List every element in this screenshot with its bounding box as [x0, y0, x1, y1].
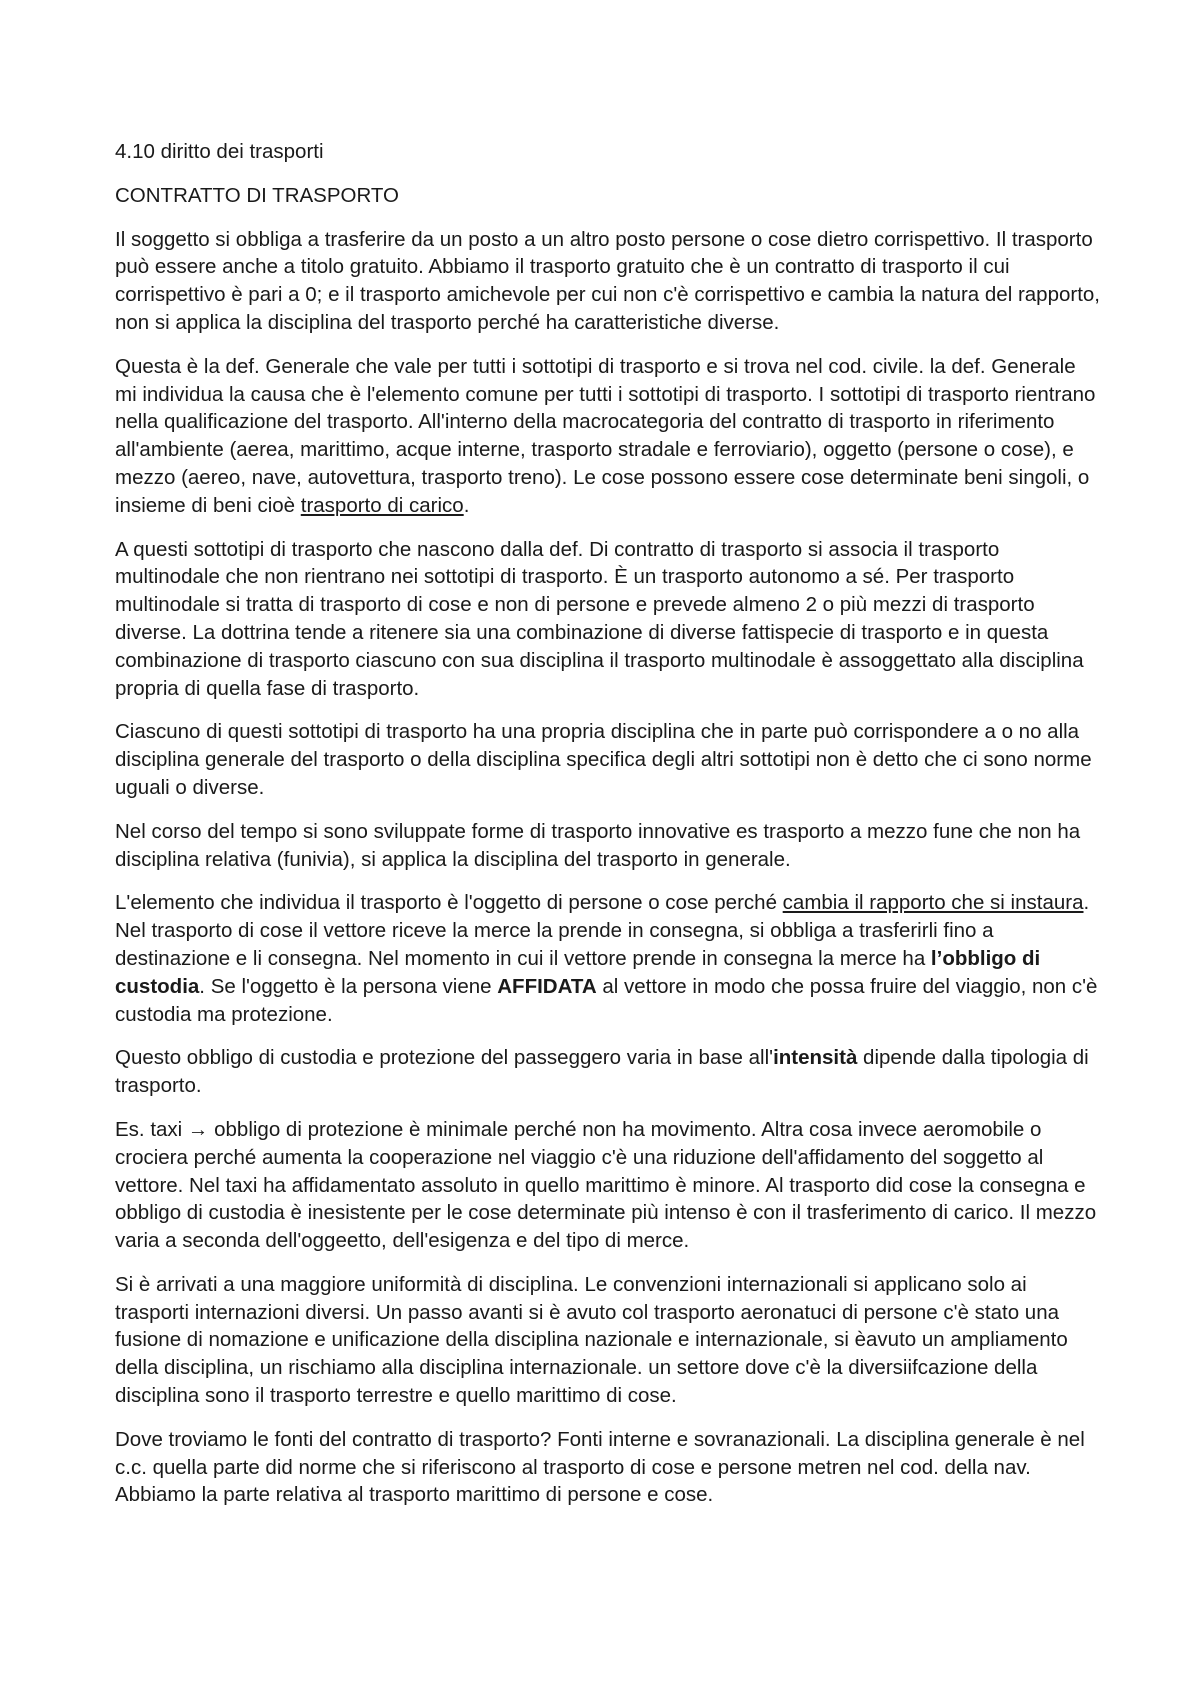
paragraph-2: [115, 353, 1100, 520]
underlined-trasporto-di-carico: trasporto di carico: [300, 493, 464, 517]
bold-intensita: intensità: [773, 1046, 858, 1070]
paragraph-8: [115, 1116, 1100, 1255]
paragraph-6-part-a: L'elemento che individua il trasporto è l'oggetto di persone o cose perché: [115, 891, 783, 915]
bold-obbligo-di-custodia: l’obbligo di custodia: [115, 946, 1041, 998]
bold-affidata: AFFIDATA: [497, 974, 597, 998]
paragraph-6-part-c: . Se l'oggetto è la persona viene: [199, 974, 498, 998]
paragraph-3: A questi sottotipi di trasporto che nascono dalla def. Di contratto di trasporto si associa il trasporto multinodale che non rientrano nei sottotipi di trasporto. È un trasporto autonomo a sé. Per trasporto multinodale si tratta di trasporto di cose e non di persone e prevede almeno 2 o più mezzi di trasporto diverse. La dottrina tende a ritenere sia una combinazione di diverse fattispecie di trasporto e in questa combinazione di trasporto ciascuno con sua disciplina il trasporto multinodale è assoggettato alla disciplina propria di quella fase di trasporto.: [115, 537, 1084, 700]
paragraph-2-text: Questa è la def. Generale che vale per tutti i sottotipi di trasporto e si trova nel cod. civile. la def. Generale mi individua la causa che è l'elemento comune per tutti i sottotipi di trasporto. I sottotipi di trasporto rientrano nella qualificazione del trasporto. All'interno della macrocategoria del contratto di trasporto in riferimento all'ambiente (aerea, marittimo, acque interne, trasporto stradale e ferroviario), oggetto (persone o cose), e mezzo (aereo, nave, autovettura, trasporto treno). Le cose possono essere cose determinate beni singoli, o insieme di beni cioè: [115, 354, 1096, 517]
paragraph-5: Nel corso del tempo si sono sviluppate forme di trasporto innovative es trasporto a mezzo fune che non ha disciplina relativa (funivia), si applica la disciplina del trasporto in generale.: [115, 819, 1081, 871]
section-heading: CONTRATTO DI TRASPORTO: [115, 183, 399, 207]
arrow-right-icon: →: [187, 1117, 209, 1141]
document-title: 4.10 diritto dei trasporti: [115, 140, 324, 163]
paragraph-6-part-d: al vettore in modo che possa fruire del viaggio, non c'è custodia ma protezione.: [115, 974, 1098, 1026]
paragraph-2-end: .: [463, 493, 470, 517]
paragraph-6-part-b: . Nel trasporto di cose il vettore riceve la merce la prende in consegna, si obbliga a trasferirli fino a destinazione e li consegna. Nel momento in cui il vettore prende in consegna la merce ha: [115, 891, 1090, 970]
paragraph-4: Ciascuno di questi sottotipi di trasporto ha una propria disciplina che in parte può corrispondere a o no alla disciplina generale del trasporto o della disciplina specifica degli altri sottotipi non è detto che ci sono norme uguali o diverse.: [115, 720, 1092, 799]
paragraph-1: Il soggetto si obbliga a trasferire da un posto a un altro posto persone o cose dietro corrispettivo. Il trasporto può essere anche a titolo gratuito. Abbiamo il trasporto gratuito che è un contratto di trasporto il cui corrispettivo è pari a 0; e il trasporto amichevole per cui non c'è corrispettivo e cambia la natura del rapporto, non si applica la disciplina del trasporto perché ha caratteristiche diverse.: [115, 227, 1100, 334]
document-page: [115, 138, 1100, 1525]
paragraph-9: Si è arrivati a una maggiore uniformità di disciplina. Le convenzioni internazionali si applicano solo ai trasporti internazioni diversi. Un passo avanti si è avuto col trasporto aeronatuci di persone c'è stato una fusione di nomazione e unificazione della disciplina nazionale e internazionale, si èavuto un ampliamento della disciplina, un rischiamo alla disciplina internazionale. un settore dove c'è la diversiifcazione della disciplina sono il trasporto terrestre e quello marittimo di cose.: [115, 1272, 1068, 1408]
paragraph-7-part-b: dipende dalla tipologia di trasporto.: [115, 1046, 1089, 1098]
underlined-cambia-il-rapporto: cambia il rapporto che si instaura: [782, 891, 1084, 915]
paragraph-6: [115, 889, 1100, 1028]
paragraph-8-part-a: Es. taxi: [115, 1117, 188, 1141]
paragraph-10: Dove troviamo le fonti del contratto di trasporto? Fonti interne e sovranazionali. La disciplina generale è nel c.c. quella parte did norme che si riferiscono al trasporto di cose e persone metren nel cod. della nav. Abbiamo la parte relativa al trasporto marittimo di persone e cose.: [115, 1427, 1085, 1507]
paragraph-7: [115, 1044, 1100, 1100]
paragraph-7-part-a: Questo obbligo di custodia e protezione del passeggero varia in base all': [115, 1046, 774, 1070]
paragraph-8-part-b: obbligo di protezione è minimale perché non ha movimento. Altra cosa invece aeromobile o crociera perché aumenta la cooperazione nel viaggio c'è una riduzione dell'affidamento del soggetto al vettore. Nel taxi ha affidamentato assoluto in quello marittimo è minore. Al trasporto did cose la consegna e obbligo di custodia è inesistente per le cose determinate più intenso è con il trasferimento di carico. Il mezzo varia a seconda dell'oggeetto, dell'esigenza e del tipo di merce.: [115, 1117, 1097, 1253]
